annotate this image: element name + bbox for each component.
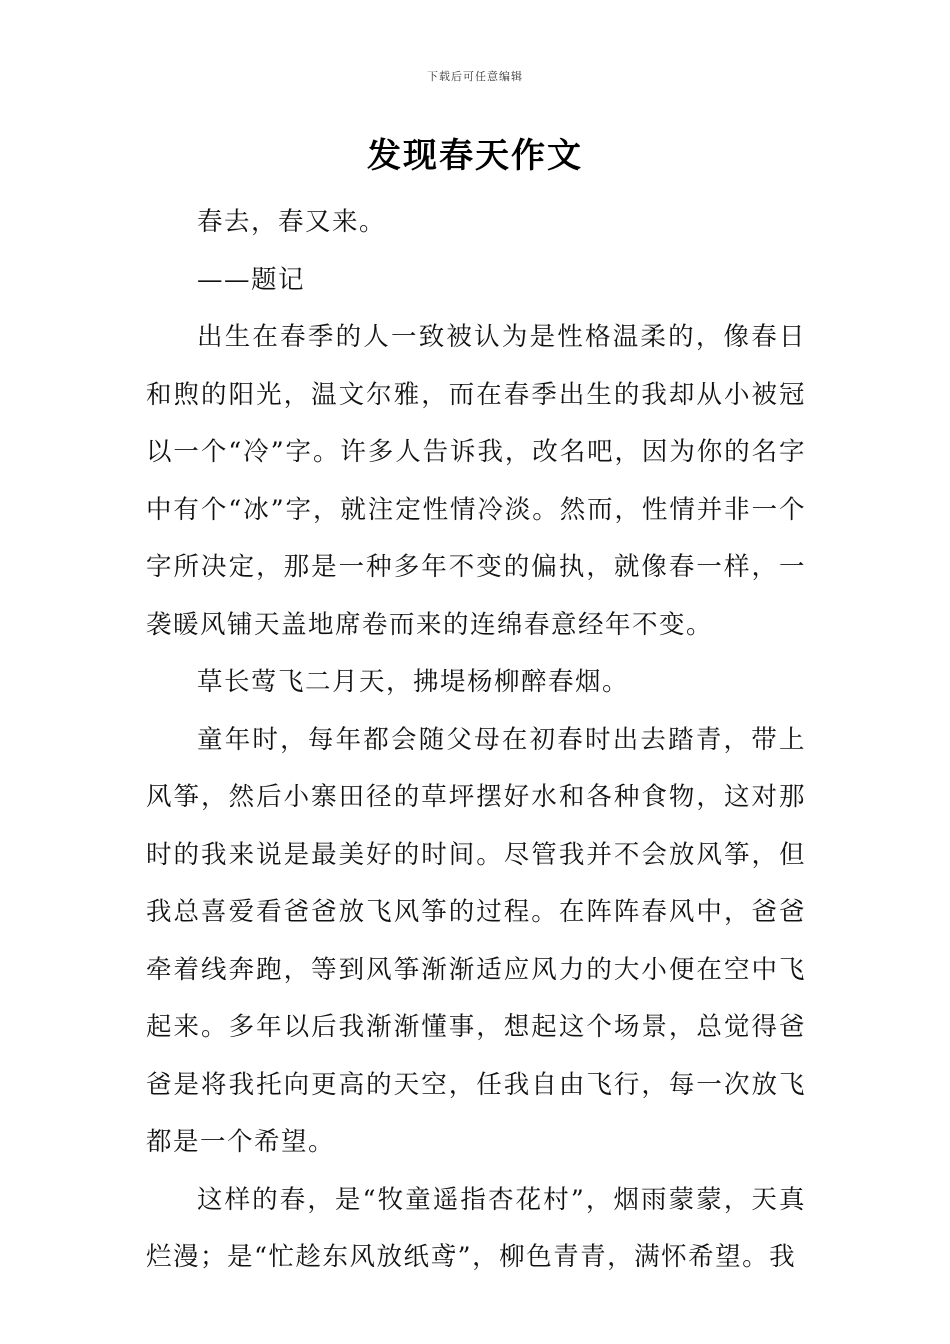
paragraph-epigraph-note: ——题记 <box>197 264 306 295</box>
paragraph-spring-imagery: 这样的春，是“牧童遥指杏花村”，烟雨蒙蒙，天真烂漫；是“忙趁东风放纸鸢”，柳色青青，满怀希望。我 <box>146 1184 806 1272</box>
paragraph-poem-line: 草长莺飞二月天，拂堤杨柳醉春烟。 <box>197 667 630 697</box>
paragraph-opening-line: 春去，春又来。 <box>197 207 387 237</box>
document-body <box>146 194 806 1287</box>
paragraph-childhood-kite: 童年时，每年都会随父母在初春时出去踏青，带上风筝，然后小寨田径的草坪摆好水和各种食物，这对那时的我来说是最美好的时间。尽管我并不会放风筝，但我总喜爱看爸爸放飞风筝的过程。在阵阵春风中，爸爸牵着线奔跑，等到风筝渐渐适应风力的大小便在空中飞起来。多年以后我渐渐懂事，想起这个场景，总觉得爸爸是将我托向更高的天空，任我自由飞行，每一次放飞都是一个希望。 <box>146 724 806 1157</box>
paragraph-birth-spring: 出生在春季的人一致被认为是性格温柔的，像春日和煦的阳光，温文尔雅，而在春季出生的我却从小被冠以一个“冷”字。许多人告诉我，改名吧，因为你的名字中有个“冰”字，就注定性情冷淡。然而，性情并非一个字所决定，那是一种多年不变的偏执，就像春一样，一袭暖风铺天盖地席卷而来的连绵春意经年不变。 <box>146 322 806 640</box>
document-title: 发现春天作文 <box>367 136 583 176</box>
header-note: 下载后可任意编辑 <box>427 70 523 83</box>
